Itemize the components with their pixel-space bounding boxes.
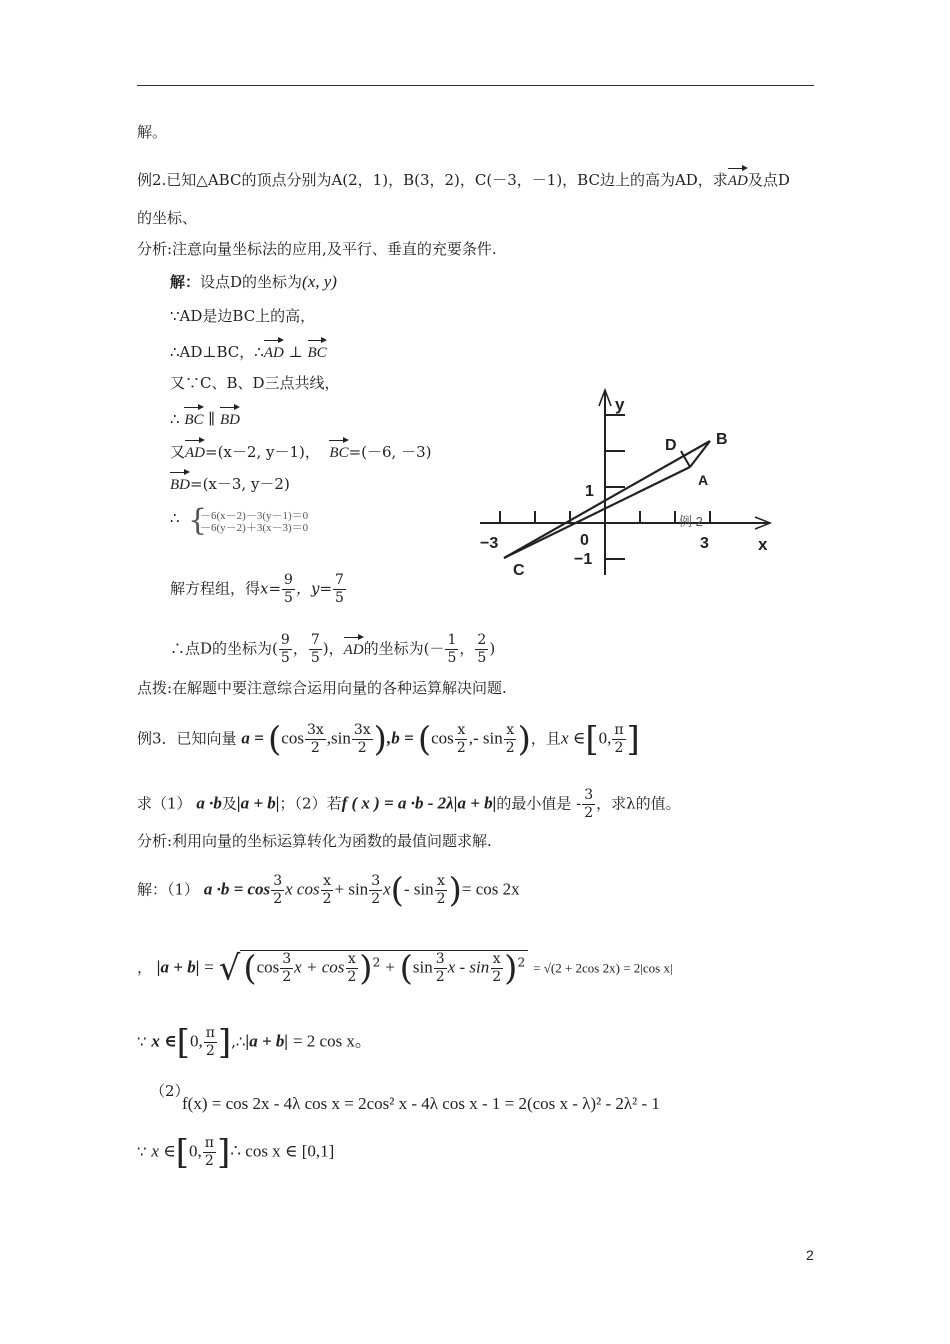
part2-label: （2） xyxy=(150,1082,190,1100)
origin-label: 0 xyxy=(580,532,589,549)
perpendicular-line: ∴AD⊥BC，∴AD ⊥ BC xyxy=(170,338,327,364)
point-d-result: ∴点D的坐标为( $\frac{9}{5}$ ， $\frac{7}{5}$ )，AD的坐标为(－ $\frac{1}{5}$ ， $\frac{2}{5}$ ) xyxy=(170,632,496,666)
text-line: 又∵C、B、D三点共线， xyxy=(170,374,340,392)
therefore-symbol: ∴ xyxy=(170,509,180,527)
text-line: 解。 xyxy=(137,123,168,141)
analysis-line: 分析:注意向量坐标法的应用,及平行、垂直的充要条件. xyxy=(137,240,497,258)
figure-caption: 例 2 xyxy=(679,514,703,529)
tick-label-minus-three: −3 xyxy=(480,535,499,552)
solution-range: ∵ x ∈[0, $\frac{\pi}{2}$ ],∴|a + b| = 2 cos x。 xyxy=(137,1022,372,1063)
y-axis-label: y xyxy=(615,395,625,414)
tick-label-three: 3 xyxy=(700,535,709,552)
vector-bd-line: BD=(x－3, y－2) xyxy=(170,470,290,496)
solution-part1: 解：（1） a ·b = cos $\frac{3}{2}$ x cos $\frac{x}{2}$ + sin $\frac{3}{2}$ x(- sin $\frac{x}{2}$ )= cos 2x xyxy=(137,870,520,911)
point-a-label: A xyxy=(698,472,709,488)
text-line: ∵AD是边BC上的高， xyxy=(170,307,316,325)
solution-magnitude: ， |a + b| = √(cos $\frac{3}{2}$ x + cos $\frac{x}{2}$ )$^2$ + (sin $\frac{3}{2}$ x - sin $\frac{x}{2}$ )$^2$ = √(2 + 2cos 2x) = 2|cos x| xyxy=(137,948,673,989)
vector-coords-line: 又AD=(x－2, y－1)， BC=(－6, －3) xyxy=(170,438,431,464)
segment-ba xyxy=(690,441,710,467)
solution-result: 解方程组，得x= $\frac{9}{5}$ ，y= $\frac{7}{5}$ xyxy=(170,572,344,606)
vector-ad: AD xyxy=(728,166,748,192)
header-rule xyxy=(137,85,814,86)
tick-label-one: 1 xyxy=(585,483,594,500)
point-d-label: D xyxy=(665,437,677,454)
point-c-label: C xyxy=(513,562,525,579)
x-axis-label: x xyxy=(758,535,768,554)
parallel-line: ∴ BC ∥ BD xyxy=(170,405,240,431)
system-brace: { xyxy=(188,503,208,538)
page-number: 2 xyxy=(806,1247,814,1263)
point-b-label: B xyxy=(716,431,728,448)
tick-label-minus-one: −1 xyxy=(574,551,593,568)
equation-system: －6(x－2)－3(y－1)＝0 －6(y－2)＋3(x－3)＝0 xyxy=(200,510,309,534)
example3-statement: 例3．已知向量 a = (cos $\frac{3x}{2}$ ,sin $\frac{3x}{2}$ ),b = (cos $\frac{x}{2}$ ,- sin $\frac{x}{2}$ )，且x ∈[0, $\frac{\pi}{2}$ ] xyxy=(137,719,640,760)
solution-part2: f(x) = cos 2x - 4λ cos x = 2cos² x - 4λ cos x - 1 = 2(cos x - λ)² - 2λ² - 1 xyxy=(182,1094,660,1113)
analysis-line-2: 分析:利用向量的坐标运算转化为函数的最值问题求解. xyxy=(137,832,492,850)
solution-start: 解：设点D的坐标为(x, y) xyxy=(170,272,337,291)
example2-statement: 例2.已知△ABC的顶点分别为A(2，1)，B(3，2)，C(－3，－1)，BC边上的高为AD，求AD及点D xyxy=(137,166,790,192)
tip-line: 点拨:在解题中要注意综合运用向量的各种运算解决问题. xyxy=(137,679,507,697)
segment-ca xyxy=(504,467,690,558)
segment-cb xyxy=(504,441,710,558)
example3-question: 求（1） a ·b及|a + b|；（2）若f ( x ) = a ·b - 2λ|a + b|的最小值是 - $\frac{3}{2}$ ，求λ的值。 xyxy=(137,787,681,821)
solution-cos-range: ∵ x ∈[0, $\frac{\pi}{2}$ ]∴ cos x ∈ [0,1] xyxy=(137,1132,335,1173)
text-line: 的坐标、 xyxy=(137,209,198,227)
triangle-coordinate-figure xyxy=(470,380,790,590)
